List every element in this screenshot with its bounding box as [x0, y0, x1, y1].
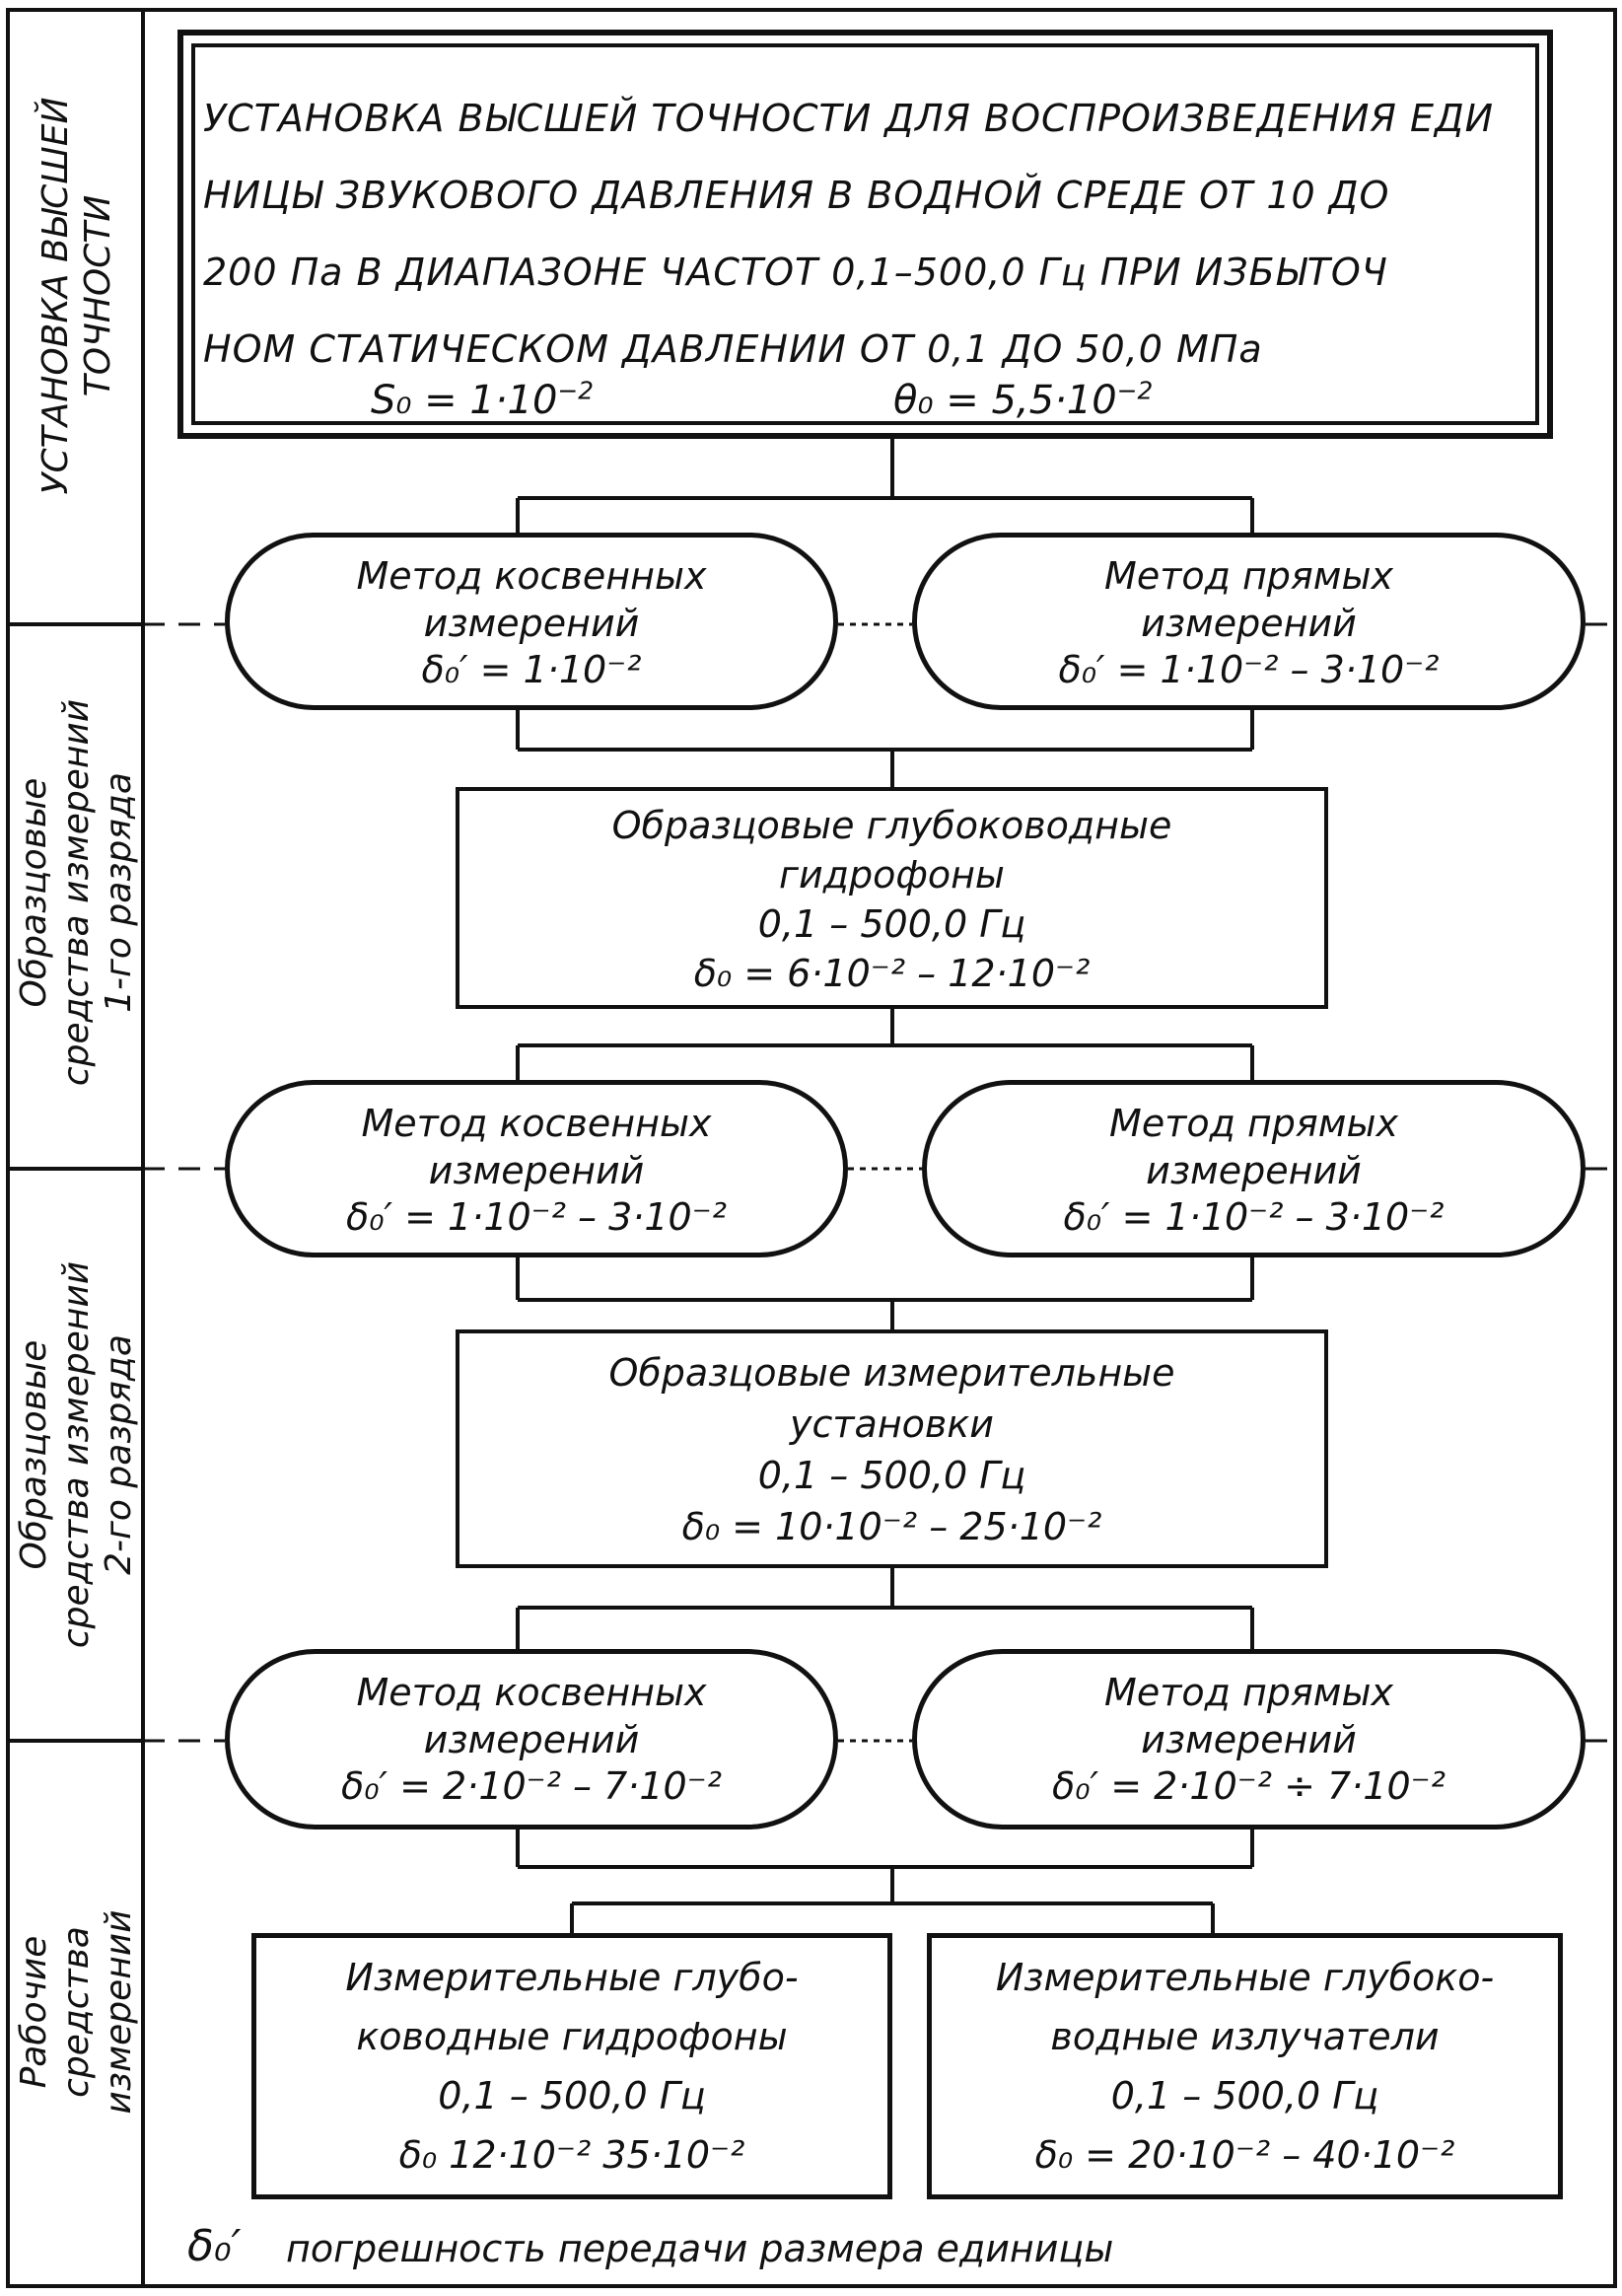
working-emitters-box: [927, 1933, 1563, 2199]
method-formula: δ₀′ = 1·10⁻²: [421, 648, 642, 691]
box-line: гидрофоны: [779, 853, 1005, 897]
method-subtitle: измерений: [423, 601, 640, 645]
reference-installations-box: [456, 1329, 1328, 1568]
level-label-line: средства измерений: [56, 698, 98, 1087]
method-direct-2: [922, 1080, 1586, 1257]
box-formula: δ₀ 12·10⁻² 35·10⁻²: [398, 2133, 745, 2177]
method-indirect-3: [225, 1649, 838, 1830]
primary-standard-box: [177, 30, 1553, 439]
method-subtitle: измерений: [1141, 1717, 1357, 1761]
footnote-text: погрешность передачи размера единицы: [286, 2227, 1114, 2270]
box-line: 0,1 – 500,0 Гц: [757, 902, 1026, 946]
primary-standard-line: НОМ СТАТИЧЕСКОМ ДАВЛЕНИИ ОТ 0,1 ДО 50,0 МПа: [203, 327, 1263, 371]
random-error-exponent: −2: [557, 376, 594, 405]
method-subtitle: измерений: [423, 1717, 640, 1761]
method-subtitle: измерений: [428, 1148, 645, 1192]
random-error-formula-text: S₀ = 1·10: [371, 378, 558, 423]
method-title: Метод прямых: [1104, 554, 1393, 598]
method-title: Метод косвенных: [361, 1102, 712, 1145]
method-direct-3: [912, 1649, 1586, 1830]
box-line: 0,1 – 500,0 Гц: [757, 1454, 1026, 1497]
box-line: 0,1 – 500,0 Гц: [1110, 2074, 1379, 2117]
systematic-error-formula: [893, 376, 1153, 425]
level-label-line: УСТАНОВКА ВЫСШЕЙ: [35, 97, 76, 495]
box-line: установки: [790, 1402, 994, 1446]
random-error-formula: [371, 376, 594, 425]
level-label-line: 2-го разряда: [99, 1334, 140, 1575]
box-line: Образцовые глубоководные: [611, 804, 1172, 847]
box-formula: δ₀ = 10·10⁻² – 25·10⁻²: [681, 1505, 1102, 1548]
box-formula: δ₀ = 6·10⁻² – 12·10⁻²: [693, 952, 1091, 995]
method-subtitle: измерений: [1141, 601, 1357, 645]
level-label-line: ТОЧНОСТИ: [78, 194, 118, 397]
level-label-line: Образцовые: [14, 1339, 55, 1570]
level-label-line: Образцовые: [14, 777, 55, 1008]
method-title: Метод косвенных: [356, 1671, 707, 1714]
systematic-error-exponent: −2: [1116, 376, 1154, 405]
method-formula: δ₀′ = 2·10⁻² – 7·10⁻²: [340, 1764, 723, 1808]
primary-standard-line: НИЦЫ ЗВУКОВОГО ДАВЛЕНИЯ В ВОДНОЙ СРЕДЕ ОТ 10 ДО: [203, 174, 1390, 217]
method-indirect-2: [225, 1080, 848, 1257]
working-hydrophones-box: [251, 1933, 892, 2199]
systematic-error-formula-text: θ₀ = 5,5·10: [893, 378, 1117, 423]
method-direct-1: [912, 533, 1586, 710]
box-formula: δ₀ = 20·10⁻² – 40·10⁻²: [1034, 2133, 1455, 2177]
method-title: Метод прямых: [1104, 1671, 1393, 1714]
method-formula: δ₀′ = 2·10⁻² ÷ 7·10⁻²: [1052, 1764, 1446, 1808]
level-label-line: 1-го разряда: [99, 772, 140, 1013]
box-line: водные излучатели: [1050, 2015, 1440, 2058]
level-label-line: Рабочие: [14, 1935, 55, 2089]
method-indirect-1: [225, 533, 838, 710]
reference-hydrophones-box: [456, 787, 1328, 1009]
method-formula: δ₀′ = 1·10⁻² – 3·10⁻²: [1058, 648, 1440, 691]
method-formula: δ₀′ = 1·10⁻² – 3·10⁻²: [345, 1195, 728, 1239]
method-subtitle: измерений: [1146, 1148, 1362, 1192]
box-line: 0,1 – 500,0 Гц: [438, 2074, 706, 2117]
level-label-line: средства измерений: [56, 1260, 98, 1649]
method-formula: δ₀′ = 1·10⁻² – 3·10⁻²: [1063, 1195, 1445, 1239]
footnote-symbol: δ₀′: [187, 2221, 242, 2271]
box-line: Измерительные глубоко-: [995, 1956, 1495, 1999]
method-title: Метод прямых: [1109, 1102, 1398, 1145]
box-line: ководные гидрофоны: [356, 2015, 788, 2058]
box-line: Измерительные глубо-: [345, 1956, 799, 1999]
box-line: Образцовые измерительные: [608, 1351, 1175, 1395]
level-label-line: измерений: [99, 1909, 140, 2115]
primary-standard-line: 200 Па В ДИАПАЗОНЕ ЧАСТОТ 0,1–500,0 Гц ПРИ ИЗБЫТОЧ: [203, 251, 1388, 294]
level-label-line: средства: [56, 1926, 98, 2098]
primary-standard-line: УСТАНОВКА ВЫСШЕЙ ТОЧНОСТИ ДЛЯ ВОСПРОИЗВЕДЕНИЯ ЕДИ: [203, 97, 1495, 140]
method-title: Метод косвенных: [356, 554, 707, 598]
